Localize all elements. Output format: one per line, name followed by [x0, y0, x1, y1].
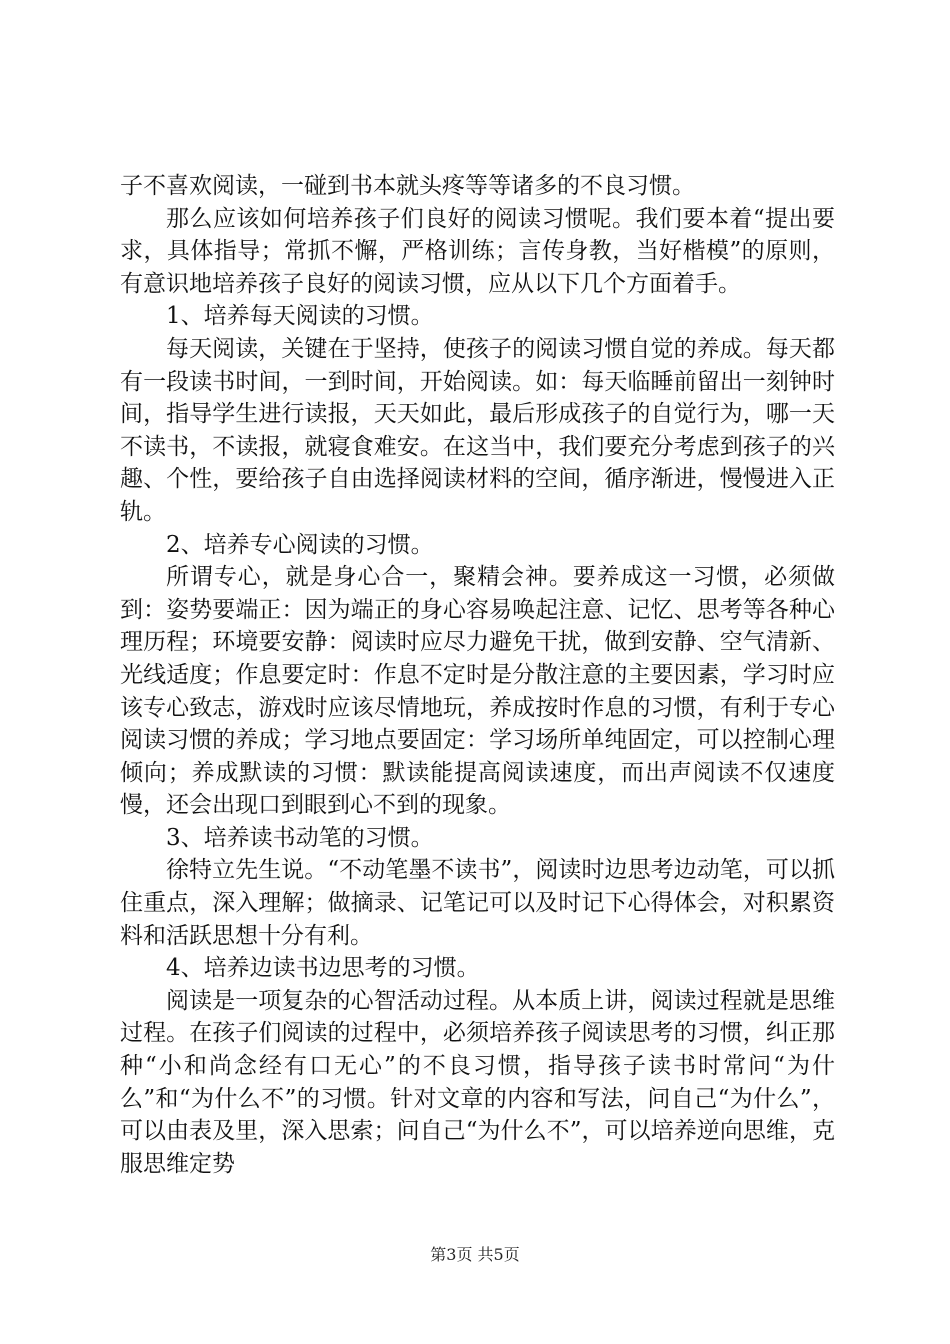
page-footer: 第3页 共5页	[430, 1245, 520, 1264]
paragraph-continuation: 子不喜欢阅读，一碰到书本就头疼等等诸多的不良习惯。	[120, 173, 695, 199]
section-heading-2: 2、培养专心阅读的习惯。	[166, 531, 434, 558]
section-heading-3: 3、培养读书动笔的习惯。	[166, 824, 434, 851]
section-heading-1: 1、培养每天阅读的习惯。	[166, 303, 434, 330]
section-heading-4: 4、培养边读书边思考的习惯。	[166, 955, 480, 982]
paragraph-note-taking: 徐特立先生说。“不动笔墨不读书”，阅读时边思考边动笔，可以抓住重点，深入理解；做摘录、记笔记可以及时记下心得体会，对积累资料和活跃思想十分有利。	[120, 857, 835, 949]
document-body	[120, 170, 835, 1180]
paragraph-daily-reading: 每天阅读，关键在于坚持，使孩子的阅读习惯自觉的养成。每天都有一段读书时间，一到时间，开始阅读。如：每天临睡前留出一刻钟时间，指导学生进行读报，天天如此，最后形成孩子的自觉行为，哪一天不读书，不读报，就寝食难安。在这当中，我们要充分考虑到孩子的兴趣、个性，要给孩子自由选择阅读材料的空间，循序渐进，慢慢进入正轨。	[120, 335, 835, 525]
paragraph-focused-reading: 所谓专心，就是身心合一，聚精会神。要养成这一习惯，必须做到：姿势要端正：因为端正的身心容易唤起注意、记忆、思考等各种心理历程；环境要安静：阅读时应尽力避免干扰，做到安静、空气清新、光线适度；作息要定时：作息不定时是分散注意的主要因素，学习时应该专心致志，游戏时应该尽情地玩，养成按时作息的习惯，有利于专心阅读习惯的养成；学习地点要固定：学习场所单纯固定，可以控制心理倾向；养成默读的习惯：默读能提高阅读速度，而出声阅读不仅速度慢，还会出现口到眼到心不到的现象。	[120, 564, 835, 819]
paragraph-thinking: 阅读是一项复杂的心智活动过程。从本质上讲，阅读过程就是思维过程。在孩子们阅读的过程中，必须培养孩子阅读思考的习惯，纠正那种“小和尚念经有口无心”的不良习惯，指导孩子读书时常问“为什么”和“为什么不”的习惯。针对文章的内容和写法，问自己“为什么”，可以由表及里，深入思索；问自己“为什么不”，可以培养逆向思维，克服思维定势	[120, 987, 835, 1177]
paragraph-intro: 那么应该如何培养孩子们良好的阅读习惯呢。我们要本着“提出要求，具体指导；常抓不懈，严格训练；言传身教，当好楷模”的原则，有意识地培养孩子良好的阅读习惯，应从以下几个方面着手。	[120, 205, 835, 297]
